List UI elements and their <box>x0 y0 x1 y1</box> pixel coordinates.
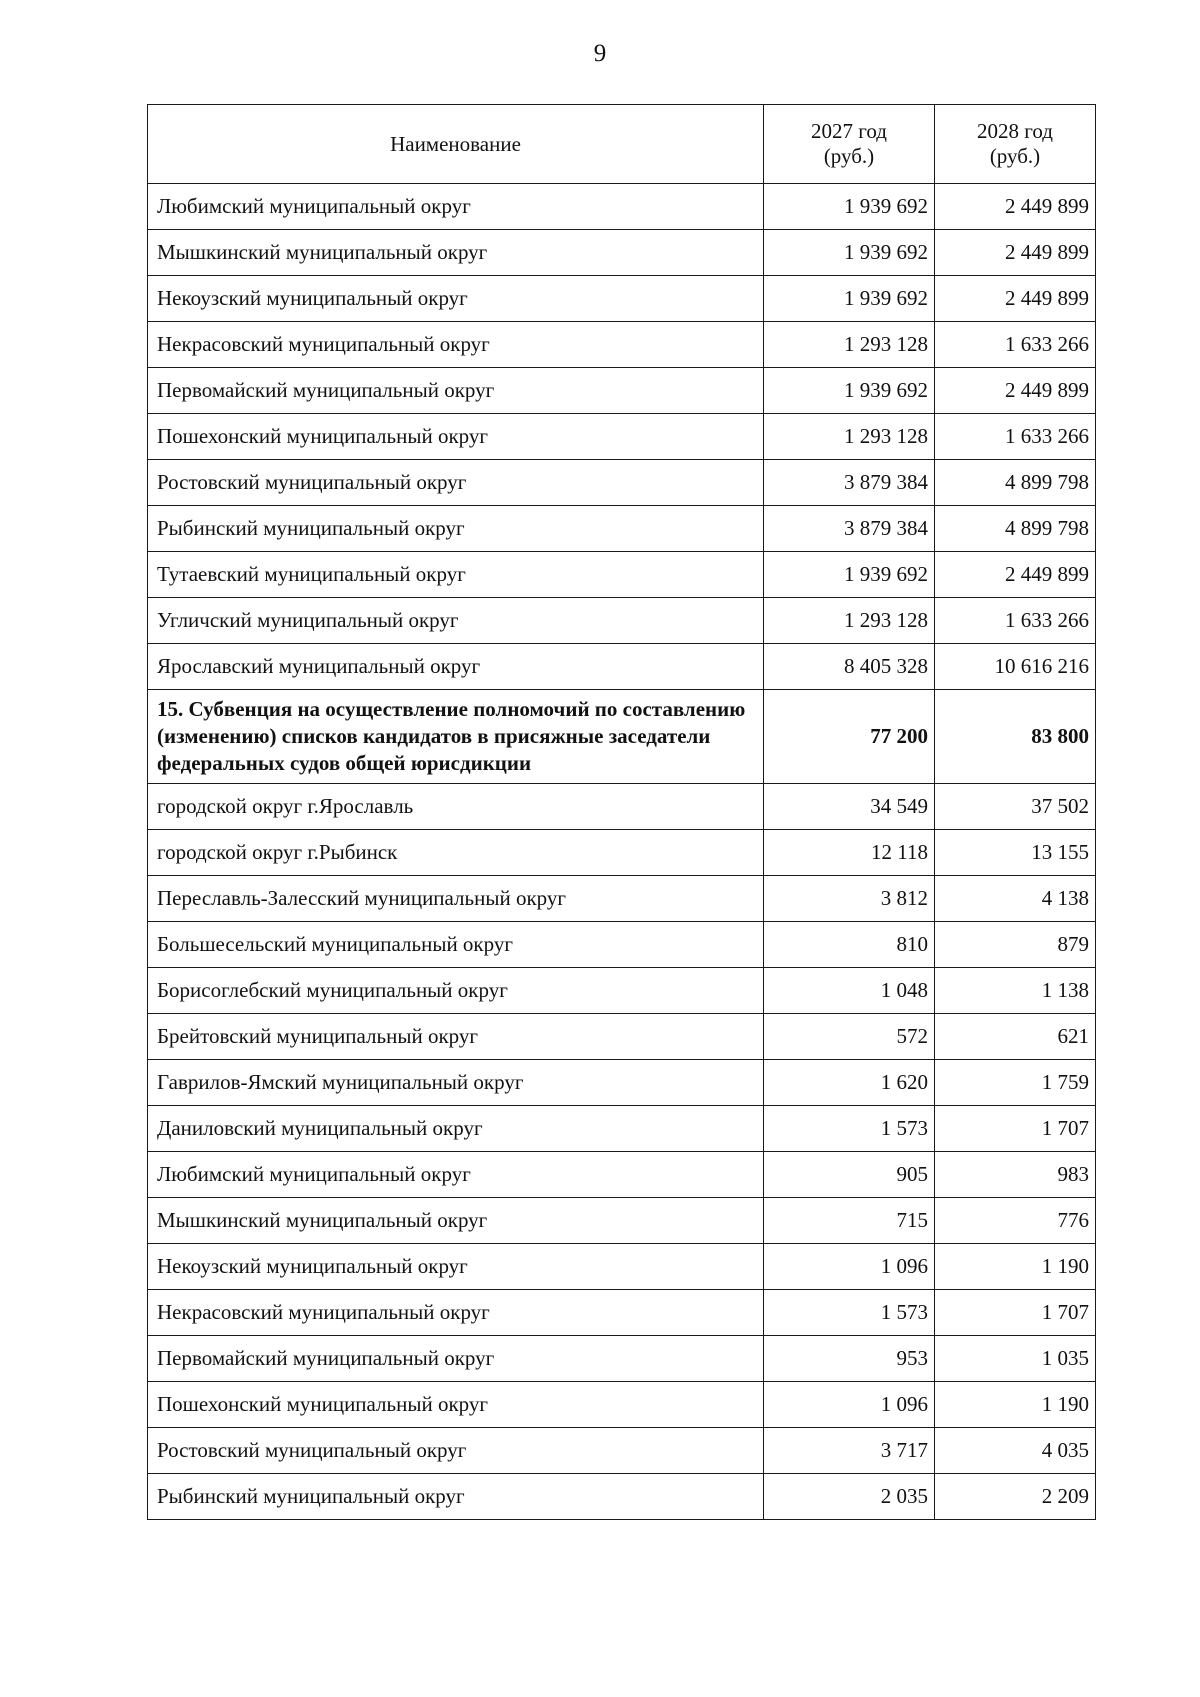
row-value-2028: 2 449 899 <box>935 552 1096 598</box>
row-value-2028: 37 502 <box>935 784 1096 830</box>
row-name: Даниловский муниципальный округ <box>148 1106 764 1152</box>
row-name: Брейтовский муниципальный округ <box>148 1014 764 1060</box>
row-value-2027: 1 939 692 <box>764 552 935 598</box>
row-value-2027: 1 096 <box>764 1244 935 1290</box>
table-row <box>148 922 1096 968</box>
row-value-2028: 1 190 <box>935 1382 1096 1428</box>
table-row <box>148 1336 1096 1382</box>
row-value-2028: 621 <box>935 1014 1096 1060</box>
row-value-2028: 879 <box>935 922 1096 968</box>
row-value-2028: 1 190 <box>935 1244 1096 1290</box>
table-row <box>148 1152 1096 1198</box>
header-2028-year: 2028 год <box>977 119 1053 143</box>
row-value-2027: 715 <box>764 1198 935 1244</box>
row-value-2027: 1 293 128 <box>764 598 935 644</box>
row-name: Борисоглебский муниципальный округ <box>148 968 764 1014</box>
row-name: городской округ г.Рыбинск <box>148 830 764 876</box>
page-number: 9 <box>593 40 607 67</box>
row-name: Тутаевский муниципальный округ <box>148 552 764 598</box>
row-value-2028: 1 707 <box>935 1106 1096 1152</box>
table-body <box>148 184 1096 1520</box>
row-value-2027: 1 096 <box>764 1382 935 1428</box>
table-row <box>148 644 1096 690</box>
table-row <box>148 506 1096 552</box>
row-value-2028: 4 899 798 <box>935 460 1096 506</box>
table-row <box>148 784 1096 830</box>
row-name: Пошехонский муниципальный округ <box>148 1382 764 1428</box>
row-value-2027: 3 717 <box>764 1428 935 1474</box>
row-name: Большесельский муниципальный округ <box>148 922 764 968</box>
row-value-2028: 776 <box>935 1198 1096 1244</box>
row-name: Гаврилов-Ямский муниципальный округ <box>148 1060 764 1106</box>
row-value-2027: 810 <box>764 922 935 968</box>
section-row <box>148 690 1096 784</box>
table-header <box>148 105 1096 184</box>
row-value-2028: 13 155 <box>935 830 1096 876</box>
table-row <box>148 968 1096 1014</box>
header-2028 <box>935 105 1096 184</box>
table-row <box>148 876 1096 922</box>
row-name: Любимский муниципальный округ <box>148 184 764 230</box>
row-value-2027: 1 573 <box>764 1106 935 1152</box>
row-name: городской округ г.Ярославль <box>148 784 764 830</box>
table-row <box>148 1060 1096 1106</box>
row-name: Мышкинский муниципальный округ <box>148 1198 764 1244</box>
table-row <box>148 276 1096 322</box>
row-value-2028: 2 449 899 <box>935 230 1096 276</box>
section-title: 15. Субвенция на осуществление полномочий по составлению (изменению) списков кандидатов в присяжные заседатели федеральных судов общей юрисдикции <box>148 690 764 784</box>
row-value-2028: 1 035 <box>935 1336 1096 1382</box>
header-2027 <box>764 105 935 184</box>
row-value-2028: 2 449 899 <box>935 276 1096 322</box>
table-row <box>148 1014 1096 1060</box>
row-value-2028: 2 449 899 <box>935 184 1096 230</box>
budget-table <box>147 104 1096 1520</box>
table-row <box>148 830 1096 876</box>
table-row <box>148 1474 1096 1520</box>
row-value-2028: 1 633 266 <box>935 598 1096 644</box>
row-value-2027: 8 405 328 <box>764 644 935 690</box>
row-value-2027: 1 620 <box>764 1060 935 1106</box>
row-value-2028: 4 138 <box>935 876 1096 922</box>
table-row <box>148 460 1096 506</box>
row-name: Некрасовский муниципальный округ <box>148 1290 764 1336</box>
table-row <box>148 1198 1096 1244</box>
row-value-2027: 1 573 <box>764 1290 935 1336</box>
header-2027-unit: (руб.) <box>823 144 875 168</box>
row-name: Ярославский муниципальный округ <box>148 644 764 690</box>
row-value-2028: 1 633 266 <box>935 414 1096 460</box>
row-value-2027: 1 293 128 <box>764 414 935 460</box>
table-row <box>148 1382 1096 1428</box>
row-value-2028: 2 449 899 <box>935 368 1096 414</box>
row-value-2027: 953 <box>764 1336 935 1382</box>
table-row <box>148 1244 1096 1290</box>
row-name: Ростовский муниципальный округ <box>148 1428 764 1474</box>
header-row <box>148 105 1096 184</box>
row-name: Угличский муниципальный округ <box>148 598 764 644</box>
row-name: Переславль-Залесский муниципальный округ <box>148 876 764 922</box>
row-value-2028: 2 209 <box>935 1474 1096 1520</box>
row-value-2028: 1 707 <box>935 1290 1096 1336</box>
table-row <box>148 230 1096 276</box>
row-name: Рыбинский муниципальный округ <box>148 1474 764 1520</box>
table-row <box>148 598 1096 644</box>
row-value-2028: 4 899 798 <box>935 506 1096 552</box>
row-value-2027: 12 118 <box>764 830 935 876</box>
table-row <box>148 368 1096 414</box>
row-name: Первомайский муниципальный округ <box>148 368 764 414</box>
row-name: Рыбинский муниципальный округ <box>148 506 764 552</box>
header-2027-year: 2027 год <box>811 119 887 143</box>
row-name: Некоузский муниципальный округ <box>148 276 764 322</box>
row-value-2027: 1 939 692 <box>764 276 935 322</box>
row-value-2027: 3 879 384 <box>764 460 935 506</box>
row-value-2027: 2 035 <box>764 1474 935 1520</box>
row-name: Некрасовский муниципальный округ <box>148 322 764 368</box>
row-value-2027: 905 <box>764 1152 935 1198</box>
section-total-2027: 77 200 <box>764 690 935 784</box>
row-name: Некоузский муниципальный округ <box>148 1244 764 1290</box>
row-name: Пошехонский муниципальный округ <box>148 414 764 460</box>
table-row <box>148 1428 1096 1474</box>
table-row <box>148 552 1096 598</box>
row-value-2027: 1 048 <box>764 968 935 1014</box>
row-name: Ростовский муниципальный округ <box>148 460 764 506</box>
row-value-2028: 1 138 <box>935 968 1096 1014</box>
row-value-2027: 1 939 692 <box>764 230 935 276</box>
header-2028-unit: (руб.) <box>989 144 1041 168</box>
table-row <box>148 414 1096 460</box>
section-total-2028: 83 800 <box>935 690 1096 784</box>
table-row <box>148 184 1096 230</box>
row-value-2028: 4 035 <box>935 1428 1096 1474</box>
header-name: Наименование <box>148 105 764 184</box>
row-value-2027: 3 879 384 <box>764 506 935 552</box>
row-name: Мышкинский муниципальный округ <box>148 230 764 276</box>
row-value-2028: 10 616 216 <box>935 644 1096 690</box>
row-value-2028: 1 759 <box>935 1060 1096 1106</box>
table-row <box>148 1290 1096 1336</box>
row-value-2028: 1 633 266 <box>935 322 1096 368</box>
row-value-2027: 34 549 <box>764 784 935 830</box>
row-value-2027: 3 812 <box>764 876 935 922</box>
row-name: Любимский муниципальный округ <box>148 1152 764 1198</box>
row-value-2027: 1 939 692 <box>764 184 935 230</box>
table-row <box>148 1106 1096 1152</box>
row-value-2027: 1 293 128 <box>764 322 935 368</box>
row-value-2027: 1 939 692 <box>764 368 935 414</box>
row-value-2028: 983 <box>935 1152 1096 1198</box>
row-value-2027: 572 <box>764 1014 935 1060</box>
table-row <box>148 322 1096 368</box>
row-name: Первомайский муниципальный округ <box>148 1336 764 1382</box>
